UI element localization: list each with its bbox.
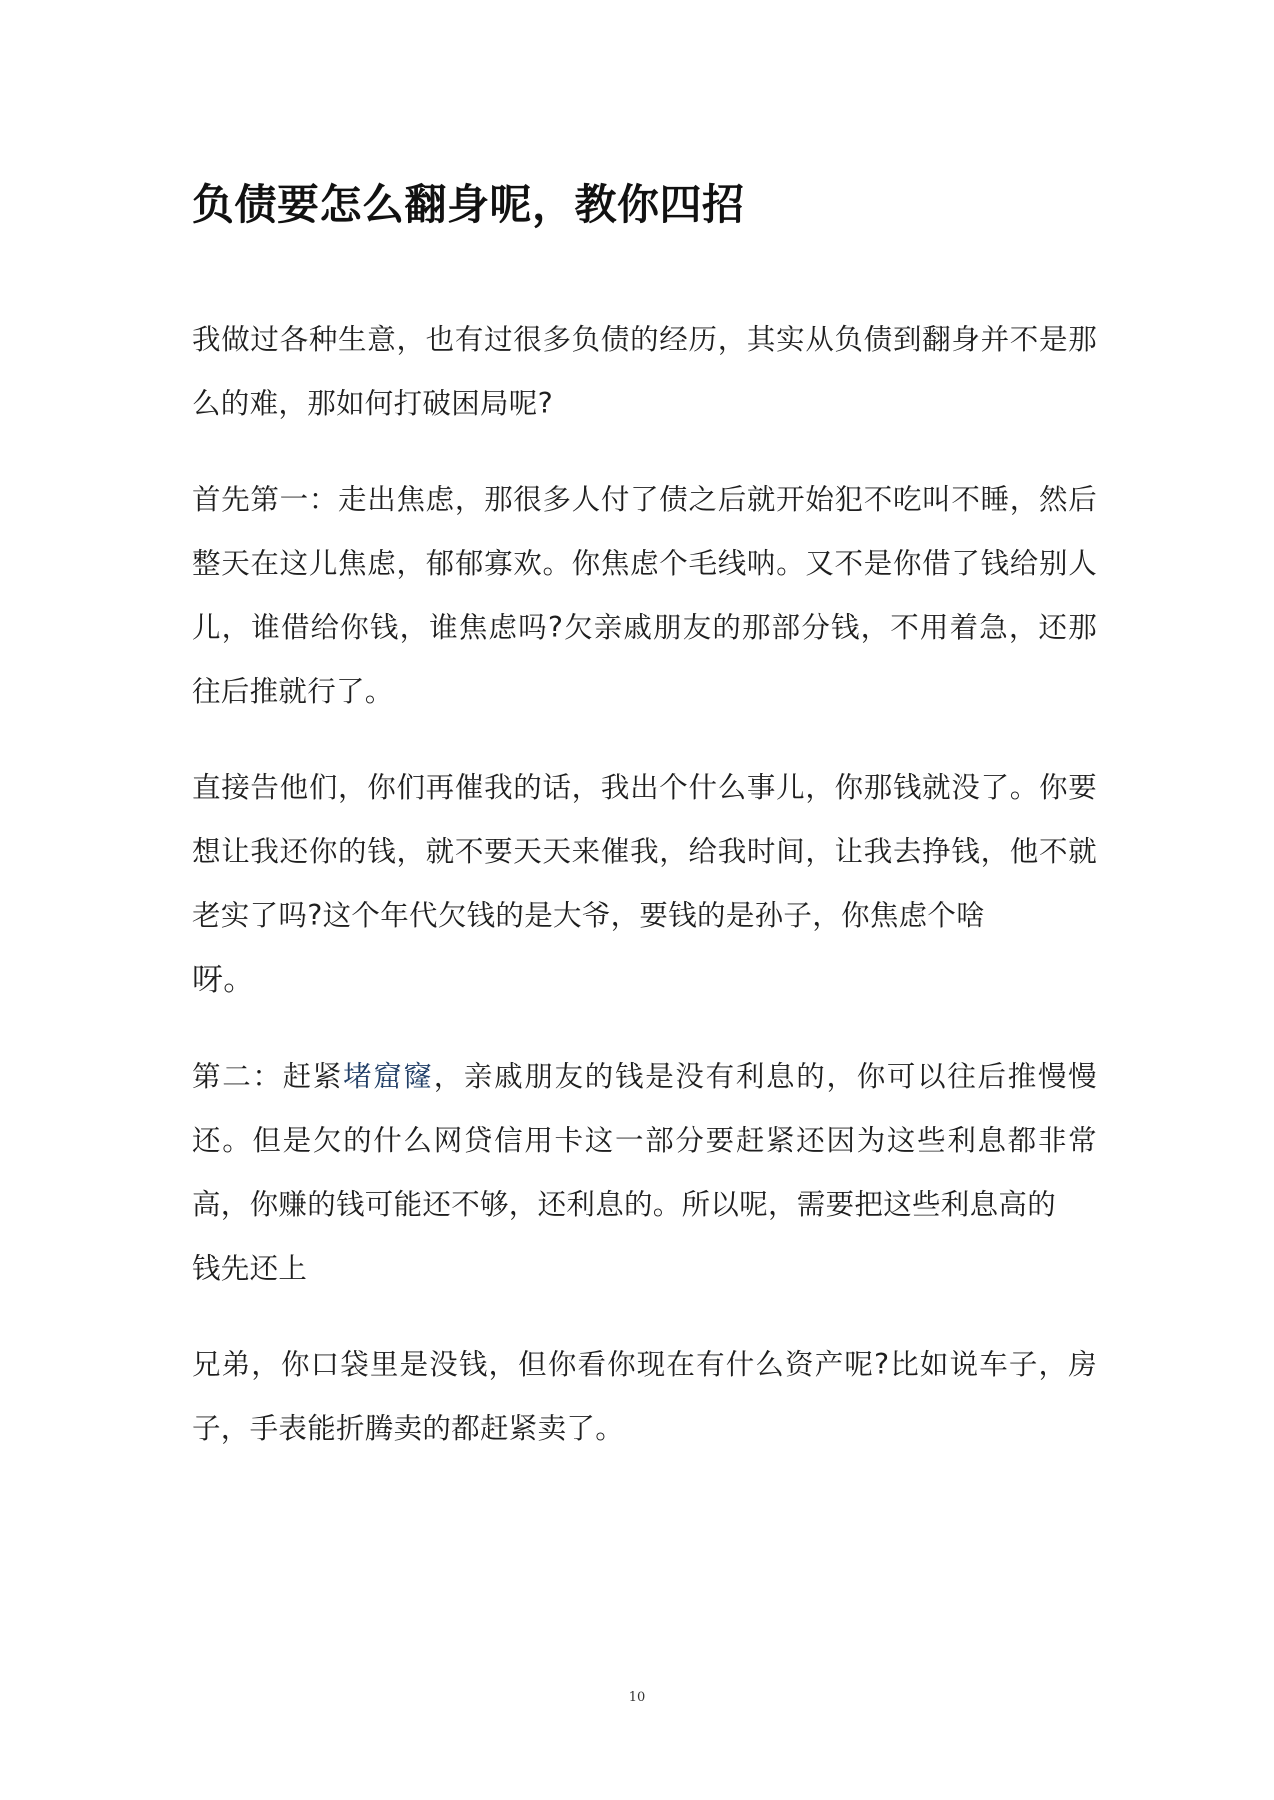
page-number: 10	[628, 1690, 646, 1705]
paragraph-assets: 兄弟，你口袋里是没钱，但你看你现在有什么资产呢?比如说车子，房子，手表能折腾卖的都赶紧卖了。	[192, 1348, 1097, 1445]
paragraph-creditors-end: 呀。	[192, 962, 255, 998]
paragraph-step-two-prefix: 第二：赶紧	[192, 1060, 344, 1093]
paragraph-step-two	[192, 1045, 1097, 1301]
paragraph-step-two-end: 钱先还上	[192, 1252, 308, 1285]
document-title: 负债要怎么翻身呢，教你四招	[192, 180, 745, 229]
paragraph-creditors	[192, 756, 1097, 1013]
paragraph-step-two-text: ，亲戚朋友的钱是没有利息的，你可以往后推慢慢还。但是欠的什么网贷信用卡这一部分要赶紧还因为这些利息都非常高，你赚的钱可能还不够，还利息的。所以呢，需要把这些利息高的	[192, 1060, 1097, 1221]
document-body	[192, 170, 1097, 1461]
highlighted-keyword-link[interactable]: 堵窟窿	[343, 1060, 434, 1093]
paragraph-creditors-text: 直接告他们，你们再催我的话，我出个什么事儿，你那钱就没了。你要想让我还你的钱，就不要天天来催我，给我时间，让我去挣钱，他不就老实了吗?这个年代欠钱的是大爷，要钱的是孙子，你焦虑个啥	[192, 771, 1097, 932]
paragraph-step-one: 首先第一：走出焦虑，那很多人付了债之后就开始犯不吃叫不睡，然后整天在这儿焦虑，郁郁寡欢。你焦虑个毛线呐。又不是你借了钱给别人儿，谁借给你钱，谁焦虑吗?欠亲戚朋友的那部分钱，不用着急，还那往后推就行了。	[192, 483, 1097, 708]
paragraph-intro: 我做过各种生意，也有过很多负债的经历，其实从负债到翻身并不是那么的难，那如何打破困局呢?	[192, 323, 1097, 420]
